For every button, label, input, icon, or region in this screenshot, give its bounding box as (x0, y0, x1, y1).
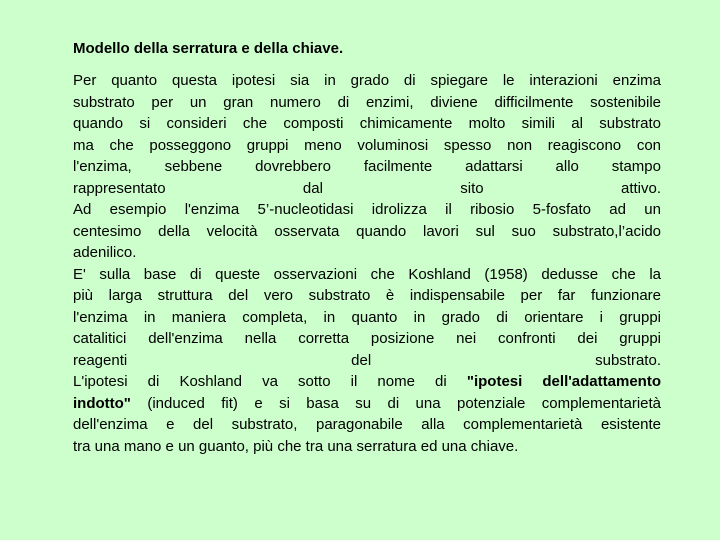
paragraph-4-line: tra una mano e un guanto, più che tra una serratura ed una chiave. (73, 437, 519, 455)
paragraph-3-line: più larga struttura del vero substrato è indispensabile per far funzionare (73, 287, 661, 304)
paragraph-1-line: quando si consideri che composti chimicamente molto simili al substrato (73, 115, 661, 132)
slide-content (73, 38, 661, 457)
paragraph-4-line: dell'enzima e del substrato, paragonabile alla complementarietà esistente (73, 416, 661, 433)
paragraph-2 (73, 199, 661, 264)
slide-title: Modello della serratura e della chiave. (73, 40, 344, 57)
paragraph-3-line: E' sulla base di queste osservazioni che Koshland (1958) dedusse che la (73, 265, 661, 283)
paragraph-1-line: substrato per un gran numero di enzimi, diviene difficilmente sostenibile (73, 93, 661, 111)
paragraph-4-line (73, 371, 661, 393)
paragraph-4-line (73, 393, 661, 415)
paragraph-3-line: l'enzima in maniera completa, in quanto in grado di orientare i gruppi (73, 308, 661, 326)
paragraph-3 (73, 264, 661, 372)
paragraph-2-line: centesimo della velocità osservata quando lavori sul suo substrato,l’acido (73, 222, 661, 240)
paragraph-4-text: (induced fit) e si basa su di una potenziale complementarietà (130, 394, 661, 412)
paragraph-2-line: Ad esempio l'enzima 5’-nucleotidasi idrolizza il ribosio 5-fosfato ad un (73, 201, 661, 218)
paragraph-1-line: ma che posseggono gruppi meno voluminosi spesso non reagiscono con (73, 136, 661, 154)
emphasis-text: indotto" (73, 394, 131, 412)
emphasis-text: "ipotesi dell'adattamento (466, 373, 661, 390)
paragraph-1 (73, 70, 661, 199)
paragraph-1-line: l'enzima, sebbene dovrebbero facilmente adattarsi allo stampo (73, 158, 661, 175)
paragraph-4-text: L'ipotesi di Koshland va sotto il nome di (73, 373, 467, 390)
paragraph-1-line: rappresentato dal sito attivo. (73, 179, 661, 197)
paragraph-1-line: Per quanto questa ipotesi sia in grado di spiegare le interazioni enzima (73, 72, 661, 89)
paragraph-2-line: adenilico. (73, 244, 137, 261)
paragraph-3-line: catalitici dell'enzima nella corretta posizione nei confronti dei gruppi (73, 330, 661, 347)
paragraph-3-line: reagenti del substrato. (73, 351, 661, 369)
paragraph-4 (73, 371, 661, 457)
